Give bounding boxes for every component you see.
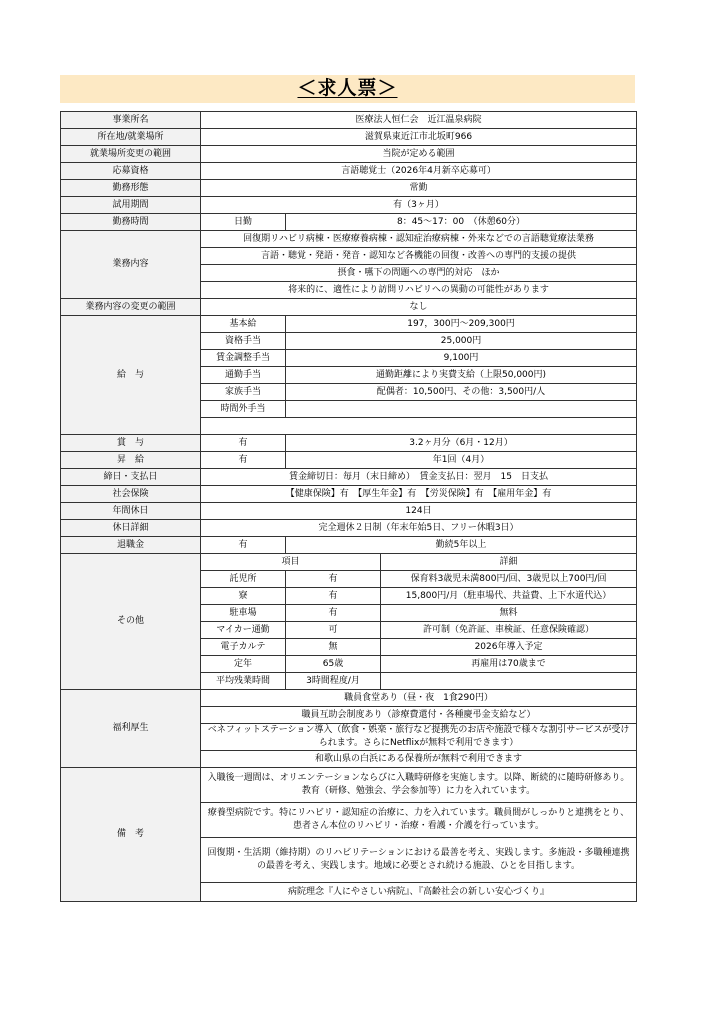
other-item-flag: 有 bbox=[286, 588, 381, 605]
other-item-flag: 有 bbox=[286, 605, 381, 622]
raise-value: 年1回（4月） bbox=[286, 452, 637, 469]
duties-change-label: 業務内容の変更の範囲 bbox=[61, 299, 201, 316]
salary-item-value: 197，300円～209,300円 bbox=[286, 316, 637, 333]
other-item-flag: 3時間程度/月 bbox=[286, 673, 381, 690]
location-value: 滋賀県東近江市北坂町966 bbox=[201, 129, 637, 146]
row-insurance bbox=[61, 486, 637, 503]
retirement-value: 勤続5年以上 bbox=[286, 537, 637, 554]
row-holidays bbox=[61, 503, 637, 520]
salary-item-label: 通勤手当 bbox=[201, 367, 286, 384]
payday-label: 締日・支払日 bbox=[61, 469, 201, 486]
row-trial bbox=[61, 197, 637, 214]
note-item: 病院理念『人にやさしい病院』、『高齢社会の新しい安心づくり』 bbox=[201, 883, 637, 902]
other-head-item: 項目 bbox=[201, 554, 381, 571]
notes-label: 備 考 bbox=[61, 768, 201, 902]
other-item-label: 電子カルテ bbox=[201, 639, 286, 656]
job-offer-table bbox=[60, 111, 637, 902]
other-item-detail: 再雇用は70歳まで bbox=[381, 656, 637, 673]
row-location-change bbox=[61, 146, 637, 163]
other-item-detail: 2026年導入予定 bbox=[381, 639, 637, 656]
other-item-label: マイカー通勤 bbox=[201, 622, 286, 639]
holidays-value: 124日 bbox=[201, 503, 637, 520]
other-item-label: 駐車場 bbox=[201, 605, 286, 622]
raise-flag: 有 bbox=[201, 452, 286, 469]
other-item-label: 寮 bbox=[201, 588, 286, 605]
welfare-item: ベネフィットステーション導入（飲食・娯楽・旅行など提携先のお店や施設で様々な割引サービスが受けられます。さらにNetflixが無料で利用できます） bbox=[201, 724, 637, 751]
row-duties-change bbox=[61, 299, 637, 316]
duty-item: 回復期リハビリ病棟・医療療養病棟・認知症治療病棟・外来などでの言語聴覚療法業務 bbox=[201, 231, 637, 248]
salary-label: 給 与 bbox=[61, 316, 201, 435]
trial-value: 有（3ヶ月） bbox=[201, 197, 637, 214]
bonus-label: 賞 与 bbox=[61, 435, 201, 452]
salary-item-value bbox=[286, 401, 637, 418]
row-raise bbox=[61, 452, 637, 469]
raise-label: 昇 給 bbox=[61, 452, 201, 469]
office-label: 事業所名 bbox=[61, 112, 201, 129]
other-item-flag: 65歳 bbox=[286, 656, 381, 673]
row-retirement bbox=[61, 537, 637, 554]
qualification-value: 言語聴覚士（2026年4月新卒応募可） bbox=[201, 163, 637, 180]
location-change-label: 就業場所変更の範囲 bbox=[61, 146, 201, 163]
other-label: その他 bbox=[61, 554, 201, 690]
retirement-flag: 有 bbox=[201, 537, 286, 554]
welfare-item: 職員食堂あり（昼・夜 1食290円） bbox=[201, 690, 637, 707]
row-other-head bbox=[61, 554, 637, 571]
employment-label: 勤務形態 bbox=[61, 180, 201, 197]
other-item-detail: 保育料3歳児未満800円/回、3歳児以上700円/回 bbox=[381, 571, 637, 588]
insurance-label: 社会保険 bbox=[61, 486, 201, 503]
hours-label: 勤務時間 bbox=[61, 214, 201, 231]
row-office bbox=[61, 112, 637, 129]
row-salary-1 bbox=[61, 316, 637, 333]
note-item: 回復期・生活期（維持期）のリハビリテーションにおける最善を考え、実践します。多施設・多職種連携の最善を考え、実践します。地域に必要とされ続ける施設、ひとを目指します。 bbox=[201, 838, 637, 883]
page-title: ＜求人票＞ bbox=[60, 75, 635, 103]
other-item-flag: 無 bbox=[286, 639, 381, 656]
welfare-label: 福利厚生 bbox=[61, 690, 201, 768]
salary-item-label: 基本給 bbox=[201, 316, 286, 333]
duty-item: 将来的に、適性により訪問リハビリへの異動の可能性があります bbox=[201, 282, 637, 299]
row-welfare-1 bbox=[61, 690, 637, 707]
duties-change-value: なし bbox=[201, 299, 637, 316]
retirement-label: 退職金 bbox=[61, 537, 201, 554]
insurance-value: 【健康保険】有 【厚生年金】有 【労災保険】有 【雇用年金】有 bbox=[201, 486, 637, 503]
other-head-detail: 詳細 bbox=[381, 554, 637, 571]
row-bonus bbox=[61, 435, 637, 452]
salary-blank bbox=[201, 418, 637, 435]
salary-item-label: 賃金調整手当 bbox=[201, 350, 286, 367]
salary-item-value: 通勤距離により実費支給（上限50,000円) bbox=[286, 367, 637, 384]
hours-value: 8：45～17：00 （休憩60分） bbox=[286, 214, 637, 231]
other-item-flag: 可 bbox=[286, 622, 381, 639]
row-holiday-detail bbox=[61, 520, 637, 537]
row-location bbox=[61, 129, 637, 146]
bonus-value: 3.2ヶ月分（6月・12月） bbox=[286, 435, 637, 452]
other-item-flag: 有 bbox=[286, 571, 381, 588]
duty-item: 言語・聴覚・発語・発音・認知など各機能の回復・改善への専門的支援の提供 bbox=[201, 248, 637, 265]
other-item-detail: 無料 bbox=[381, 605, 637, 622]
row-qualification bbox=[61, 163, 637, 180]
duty-item: 摂食・嚥下の問題への専門的対応 ほか bbox=[201, 265, 637, 282]
row-payday bbox=[61, 469, 637, 486]
salary-item-value: 9,100円 bbox=[286, 350, 637, 367]
holidays-label: 年間休日 bbox=[61, 503, 201, 520]
row-duties-1 bbox=[61, 231, 637, 248]
other-item-label: 託児所 bbox=[201, 571, 286, 588]
other-item-detail: 15,800円/月（駐車場代、共益費、上下水道代込） bbox=[381, 588, 637, 605]
holiday-detail-value: 完全週休２日制（年末年始5日、フリー休暇3日） bbox=[201, 520, 637, 537]
other-item-label: 定年 bbox=[201, 656, 286, 673]
salary-item-value: 25,000円 bbox=[286, 333, 637, 350]
row-employment bbox=[61, 180, 637, 197]
row-notes-1 bbox=[61, 768, 637, 803]
qualification-label: 応募資格 bbox=[61, 163, 201, 180]
row-hours bbox=[61, 214, 637, 231]
employment-value: 常勤 bbox=[201, 180, 637, 197]
office-value: 医療法人恒仁会 近江温泉病院 bbox=[201, 112, 637, 129]
note-item: 療養型病院です。特にリハビリ・認知症の治療に、力を入れています。職員間がしっかりと連携をとり、患者さん本位のリハビリ・治療・看護・介護を行っています。 bbox=[201, 803, 637, 838]
salary-item-label: 家族手当 bbox=[201, 384, 286, 401]
note-item: 入職後一週間は、オリエンテーションならびに入職時研修を実施します。以降、断続的に随時研修あり。教育（研修、勉強会、学会参加等）に力を入れています。 bbox=[201, 768, 637, 803]
other-item-label: 平均残業時間 bbox=[201, 673, 286, 690]
salary-item-value: 配偶者：10,500円、その他：3,500円/人 bbox=[286, 384, 637, 401]
welfare-item: 職員互助会制度あり（診療費還付・各種慶弔金支給など） bbox=[201, 707, 637, 724]
salary-item-label: 資格手当 bbox=[201, 333, 286, 350]
location-label: 所在地/就業場所 bbox=[61, 129, 201, 146]
duties-label: 業務内容 bbox=[61, 231, 201, 299]
payday-value: 賃金締切日：毎月（末日締め） 賃金支払日：翌月 15 日支払 bbox=[201, 469, 637, 486]
holiday-detail-label: 休日詳細 bbox=[61, 520, 201, 537]
other-item-detail bbox=[381, 673, 637, 690]
trial-label: 試用期間 bbox=[61, 197, 201, 214]
other-item-detail: 許可制（免許証、車検証、任意保険確認） bbox=[381, 622, 637, 639]
location-change-value: 当院が定める範囲 bbox=[201, 146, 637, 163]
hours-sub: 日勤 bbox=[201, 214, 286, 231]
salary-item-label: 時間外手当 bbox=[201, 401, 286, 418]
bonus-flag: 有 bbox=[201, 435, 286, 452]
welfare-item: 和歌山県の白浜にある保養所が無料で利用できます bbox=[201, 751, 637, 768]
